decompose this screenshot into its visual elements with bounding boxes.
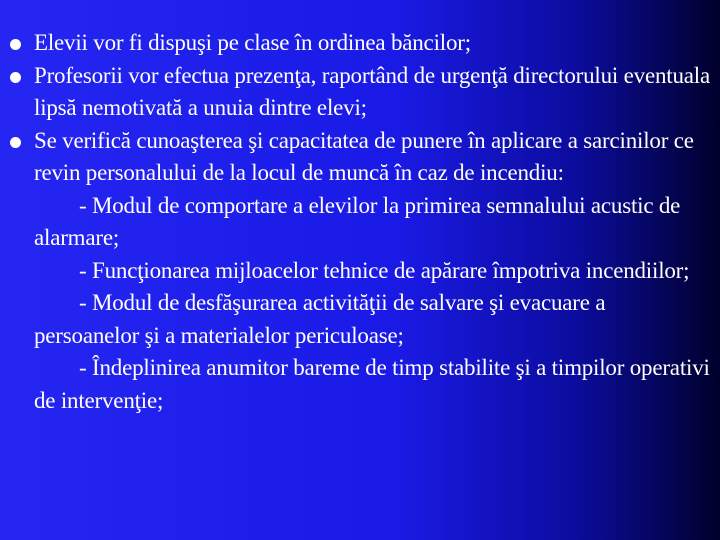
bullet-item (10, 27, 710, 60)
sub-item: - Modul de desfăşurarea activităţii de salvare şi evacuare a persoanelor şi a materialelor periculoase; (34, 290, 606, 348)
bullet-dot-icon (10, 39, 21, 50)
bullet-dot-icon (10, 72, 21, 83)
sub-item: - Îndeplinirea anumitor bareme de timp stabilite şi a timpilor operativi de intervenţie; (34, 355, 710, 413)
bullet-item (10, 125, 710, 418)
slide-content (10, 27, 710, 417)
bullet-dot-icon (10, 137, 21, 148)
bullet-text: Se verifică cunoaşterea şi capacitatea de punere în aplicare a sarcinilor ce revin personalului de la locul de muncă în caz de incendiu: (34, 127, 694, 185)
bullet-item (10, 60, 710, 125)
sub-item: - Funcţionarea mijloacelor tehnice de apărare împotriva incendiilor; (79, 257, 690, 283)
bullet-text: Profesorii vor efectua prezenţa, raportând de urgenţă directorului eventuala lipsă nemotivată a unuia dintre elevi; (34, 62, 710, 120)
bullet-text: Elevii vor fi dispuşi pe clase în ordinea băncilor; (34, 30, 471, 55)
sub-item: - Modul de comportare a elevilor la primirea semnalului acustic de alarmare; (34, 192, 681, 250)
